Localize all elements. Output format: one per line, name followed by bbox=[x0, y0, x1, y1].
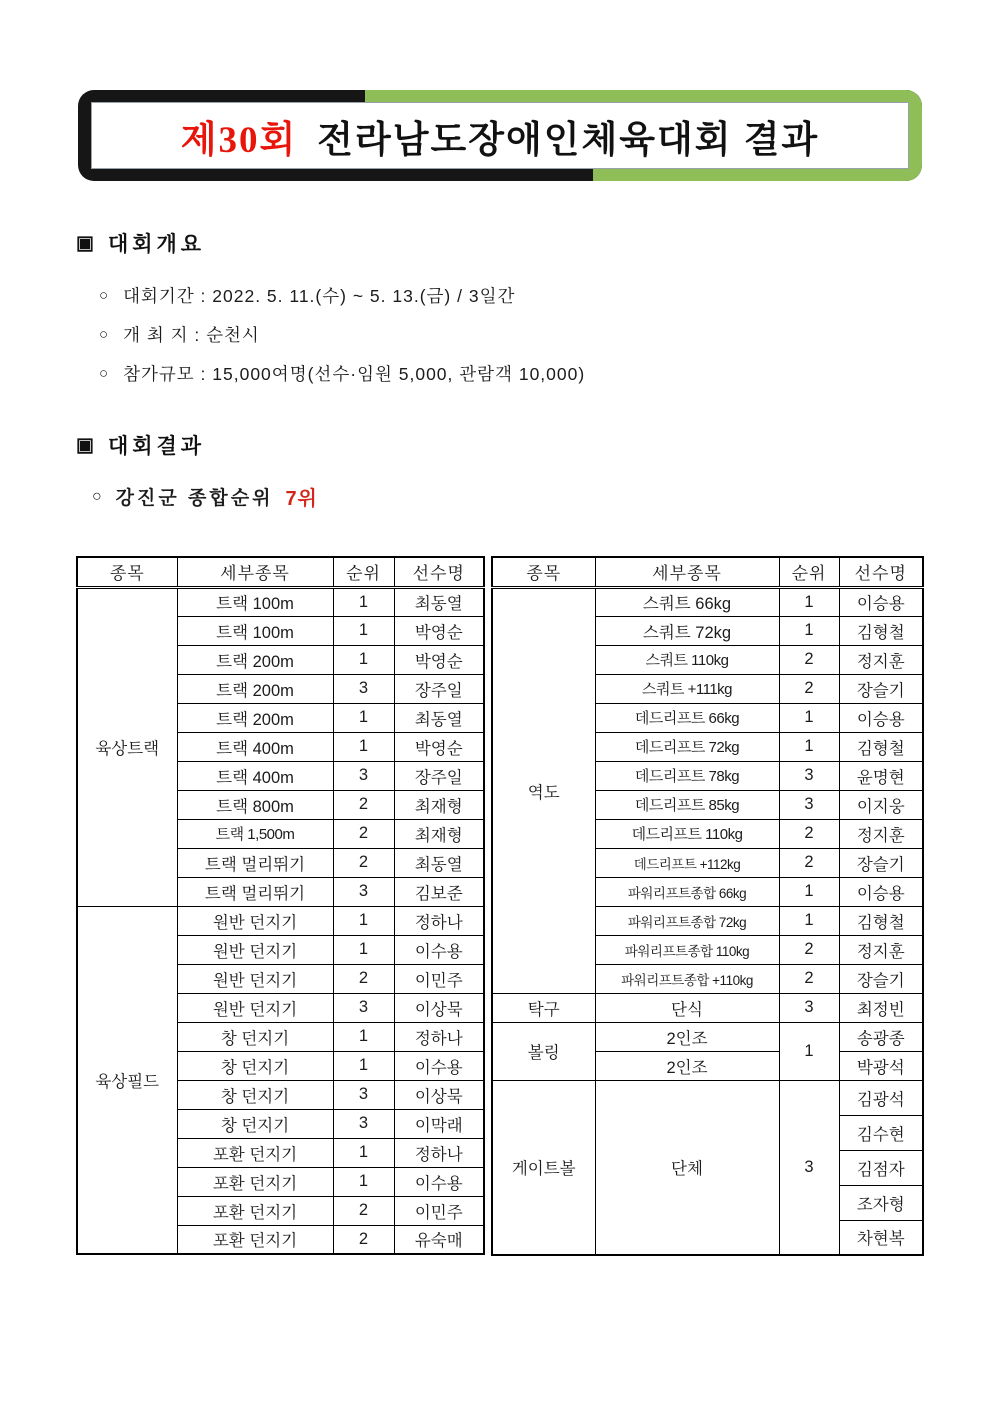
table-cell: 창 던지기 bbox=[177, 1022, 333, 1051]
table-cell: 3 bbox=[333, 877, 394, 906]
overall-rank-line bbox=[92, 482, 318, 511]
table-cell: 트랙 400m bbox=[177, 761, 333, 790]
table-cell: 볼링 bbox=[492, 1022, 595, 1080]
table-cell: 트랙 1,500m bbox=[177, 819, 333, 848]
table-cell: 김형철 bbox=[839, 616, 923, 645]
overview-item-scale bbox=[99, 354, 585, 393]
table-row bbox=[492, 1080, 923, 1115]
table-cell: 이승용 bbox=[839, 877, 923, 906]
column-header: 순위 bbox=[333, 557, 394, 587]
table-cell: 3 bbox=[779, 1080, 839, 1255]
table-cell: 김점자 bbox=[839, 1150, 923, 1185]
table-cell: 창 던지기 bbox=[177, 1051, 333, 1080]
table-row bbox=[492, 1022, 923, 1051]
table-cell: 이수용 bbox=[394, 1051, 484, 1080]
overview-item-text: 대회기간 : 2022. 5. 11.(수) ~ 5. 13.(금) / 3일간 bbox=[123, 286, 516, 306]
table-cell: 3 bbox=[333, 761, 394, 790]
table-cell: 창 던지기 bbox=[177, 1080, 333, 1109]
table-cell: 파워리프트종합 72kg bbox=[595, 906, 779, 935]
table-cell: 파워리프트종합 +110kg bbox=[595, 964, 779, 993]
table-cell: 트랙 200m bbox=[177, 703, 333, 732]
table-cell: 김광석 bbox=[839, 1080, 923, 1115]
column-header: 선수명 bbox=[394, 557, 484, 587]
table-cell: 최재형 bbox=[394, 790, 484, 819]
table-cell: 데드리프트 85kg bbox=[595, 790, 779, 819]
table-cell: 이수용 bbox=[394, 935, 484, 964]
table-cell: 최동열 bbox=[394, 703, 484, 732]
circle-bullet-icon: ○ bbox=[99, 365, 110, 382]
table-cell: 트랙 멀리뛰기 bbox=[177, 848, 333, 877]
table-cell: 포환 던지기 bbox=[177, 1225, 333, 1254]
table-cell: 2인조 bbox=[595, 1051, 779, 1080]
table-header-row bbox=[492, 557, 923, 587]
table-cell: 트랙 400m bbox=[177, 732, 333, 761]
table-row bbox=[77, 587, 484, 616]
table-cell: 차현복 bbox=[839, 1220, 923, 1255]
table-cell: 2 bbox=[333, 1225, 394, 1254]
table-cell: 육상트랙 bbox=[77, 587, 177, 906]
column-header: 종목 bbox=[492, 557, 595, 587]
table-cell: 최동열 bbox=[394, 848, 484, 877]
table-cell: 정지훈 bbox=[839, 935, 923, 964]
title-banner bbox=[78, 90, 922, 181]
table-cell: 윤명현 bbox=[839, 761, 923, 790]
table-cell: 박영순 bbox=[394, 645, 484, 674]
table-cell: 1 bbox=[333, 587, 394, 616]
overview-item-period bbox=[99, 276, 585, 315]
section-heading-overview bbox=[76, 228, 205, 258]
table-cell: 2인조 bbox=[595, 1022, 779, 1051]
table-header-row bbox=[77, 557, 484, 587]
table-cell: 김형철 bbox=[839, 732, 923, 761]
table-cell: 1 bbox=[333, 645, 394, 674]
table-cell: 1 bbox=[779, 703, 839, 732]
table-cell: 원반 던지기 bbox=[177, 906, 333, 935]
overview-item-text: 개 최 지 : 순천시 bbox=[123, 325, 260, 345]
section-heading-results bbox=[76, 430, 205, 460]
table-cell: 3 bbox=[333, 993, 394, 1022]
table-cell: 트랙 100m bbox=[177, 616, 333, 645]
table-cell: 이민주 bbox=[394, 1196, 484, 1225]
table-cell: 장슬기 bbox=[839, 848, 923, 877]
table-cell: 트랙 800m bbox=[177, 790, 333, 819]
table-cell: 최동열 bbox=[394, 587, 484, 616]
table-cell: 정지훈 bbox=[839, 645, 923, 674]
table-cell: 파워리프트종합 110kg bbox=[595, 935, 779, 964]
table-cell: 데드리프트 110kg bbox=[595, 819, 779, 848]
table-cell: 2 bbox=[333, 819, 394, 848]
table-cell: 원반 던지기 bbox=[177, 964, 333, 993]
table-cell: 이지웅 bbox=[839, 790, 923, 819]
table-row bbox=[492, 587, 923, 616]
section-marker-icon: ▣ bbox=[76, 232, 94, 254]
table-cell: 1 bbox=[779, 877, 839, 906]
circle-bullet-icon: ○ bbox=[99, 287, 110, 304]
table-cell: 1 bbox=[779, 616, 839, 645]
table-cell: 박영순 bbox=[394, 616, 484, 645]
table-cell: 송광종 bbox=[839, 1022, 923, 1051]
table-cell: 조자형 bbox=[839, 1185, 923, 1220]
table-cell: 정하나 bbox=[394, 1022, 484, 1051]
table-cell: 최정빈 bbox=[839, 993, 923, 1022]
table-cell: 정하나 bbox=[394, 1138, 484, 1167]
table-cell: 2 bbox=[333, 1196, 394, 1225]
table-cell: 1 bbox=[779, 587, 839, 616]
table-cell: 1 bbox=[779, 732, 839, 761]
table-cell: 3 bbox=[333, 1080, 394, 1109]
overall-rank-value: 7위 bbox=[285, 488, 318, 510]
overview-item-venue bbox=[99, 315, 585, 354]
table-cell: 스쿼트 66kg bbox=[595, 587, 779, 616]
column-header: 세부종목 bbox=[177, 557, 333, 587]
table-cell: 3 bbox=[333, 1109, 394, 1138]
table-cell: 이민주 bbox=[394, 964, 484, 993]
table-cell: 장슬기 bbox=[839, 964, 923, 993]
table-cell: 데드리프트 +112kg bbox=[595, 848, 779, 877]
table-cell: 2 bbox=[779, 964, 839, 993]
table-cell: 트랙 200m bbox=[177, 674, 333, 703]
table-cell: 트랙 200m bbox=[177, 645, 333, 674]
table-cell: 포환 던지기 bbox=[177, 1167, 333, 1196]
results-tables bbox=[76, 556, 924, 1256]
table-cell: 원반 던지기 bbox=[177, 993, 333, 1022]
table-cell: 이승용 bbox=[839, 587, 923, 616]
section-heading-label: 대회개요 bbox=[107, 232, 206, 256]
table-cell: 데드리프트 78kg bbox=[595, 761, 779, 790]
section-marker-icon: ▣ bbox=[76, 434, 94, 456]
table-cell: 김형철 bbox=[839, 906, 923, 935]
page-title-main: 전라남도장애인체육대회 결과 bbox=[317, 119, 820, 161]
table-cell: 1 bbox=[779, 1022, 839, 1080]
table-cell: 파워리프트종합 66kg bbox=[595, 877, 779, 906]
table-cell: 1 bbox=[333, 935, 394, 964]
table-cell: 3 bbox=[779, 790, 839, 819]
table-cell: 1 bbox=[779, 906, 839, 935]
table-cell: 이상묵 bbox=[394, 993, 484, 1022]
table-cell: 2 bbox=[333, 964, 394, 993]
table-cell: 1 bbox=[333, 1051, 394, 1080]
table-cell: 육상필드 bbox=[77, 906, 177, 1254]
page-title-edition: 제30회 bbox=[180, 119, 298, 161]
table-cell: 포환 던지기 bbox=[177, 1138, 333, 1167]
title-banner-black-segment bbox=[365, 168, 593, 181]
table-cell: 데드리프트 72kg bbox=[595, 732, 779, 761]
table-cell: 이수용 bbox=[394, 1167, 484, 1196]
table-cell: 박영순 bbox=[394, 732, 484, 761]
table-cell: 2 bbox=[333, 790, 394, 819]
table-cell: 김수현 bbox=[839, 1115, 923, 1150]
table-cell: 2 bbox=[779, 674, 839, 703]
table-cell: 이막래 bbox=[394, 1109, 484, 1138]
table-cell: 2 bbox=[779, 819, 839, 848]
table-cell: 3 bbox=[779, 761, 839, 790]
results-table-track-field bbox=[76, 556, 485, 1255]
column-header: 선수명 bbox=[839, 557, 923, 587]
table-cell: 1 bbox=[333, 616, 394, 645]
table-cell: 트랙 100m bbox=[177, 587, 333, 616]
table-cell: 장주일 bbox=[394, 761, 484, 790]
table-cell: 유숙매 bbox=[394, 1225, 484, 1254]
column-header: 종목 bbox=[77, 557, 177, 587]
table-cell: 3 bbox=[779, 993, 839, 1022]
table-cell: 게이트볼 bbox=[492, 1080, 595, 1255]
table-cell: 1 bbox=[333, 1167, 394, 1196]
table-cell: 단체 bbox=[595, 1080, 779, 1255]
table-row bbox=[77, 906, 484, 935]
column-header: 세부종목 bbox=[595, 557, 779, 587]
table-cell: 2 bbox=[333, 848, 394, 877]
page-title bbox=[181, 109, 819, 163]
table-cell: 원반 던지기 bbox=[177, 935, 333, 964]
table-cell: 역도 bbox=[492, 587, 595, 993]
table-cell: 최재형 bbox=[394, 819, 484, 848]
table-cell: 1 bbox=[333, 703, 394, 732]
results-table-other-sports bbox=[491, 556, 924, 1256]
table-cell: 김보준 bbox=[394, 877, 484, 906]
table-cell: 2 bbox=[779, 645, 839, 674]
table-cell: 1 bbox=[333, 732, 394, 761]
table-row bbox=[492, 993, 923, 1022]
table-cell: 스쿼트 +111kg bbox=[595, 674, 779, 703]
overall-rank-label: 강진군 종합순위 bbox=[115, 488, 274, 509]
table-cell: 정지훈 bbox=[839, 819, 923, 848]
title-banner-inner bbox=[91, 102, 909, 169]
table-cell: 2 bbox=[779, 848, 839, 877]
overview-bullet-list bbox=[99, 276, 585, 393]
table-cell: 장슬기 bbox=[839, 674, 923, 703]
table-cell: 이승용 bbox=[839, 703, 923, 732]
table-cell: 1 bbox=[333, 906, 394, 935]
table-cell: 스쿼트 110kg bbox=[595, 645, 779, 674]
column-header: 순위 bbox=[779, 557, 839, 587]
table-cell: 장주일 bbox=[394, 674, 484, 703]
table-cell: 데드리프트 66kg bbox=[595, 703, 779, 732]
table-cell: 3 bbox=[333, 674, 394, 703]
table-cell: 포환 던지기 bbox=[177, 1196, 333, 1225]
table-cell: 2 bbox=[779, 935, 839, 964]
table-cell: 1 bbox=[333, 1138, 394, 1167]
section-heading-label: 대회결과 bbox=[107, 434, 206, 458]
table-cell: 1 bbox=[333, 1022, 394, 1051]
table-cell: 박광석 bbox=[839, 1051, 923, 1080]
table-cell: 트랙 멀리뛰기 bbox=[177, 877, 333, 906]
overview-item-text: 참가규모 : 15,000여명(선수·임원 5,000, 관람객 10,000) bbox=[123, 364, 586, 384]
circle-bullet-icon: ○ bbox=[99, 326, 110, 343]
table-cell: 단식 bbox=[595, 993, 779, 1022]
table-cell: 정하나 bbox=[394, 906, 484, 935]
table-cell: 탁구 bbox=[492, 993, 595, 1022]
table-cell: 이상묵 bbox=[394, 1080, 484, 1109]
circle-bullet-icon: ○ bbox=[92, 487, 102, 505]
table-cell: 창 던지기 bbox=[177, 1109, 333, 1138]
title-banner-border bbox=[78, 90, 922, 181]
table-cell: 스쿼트 72kg bbox=[595, 616, 779, 645]
